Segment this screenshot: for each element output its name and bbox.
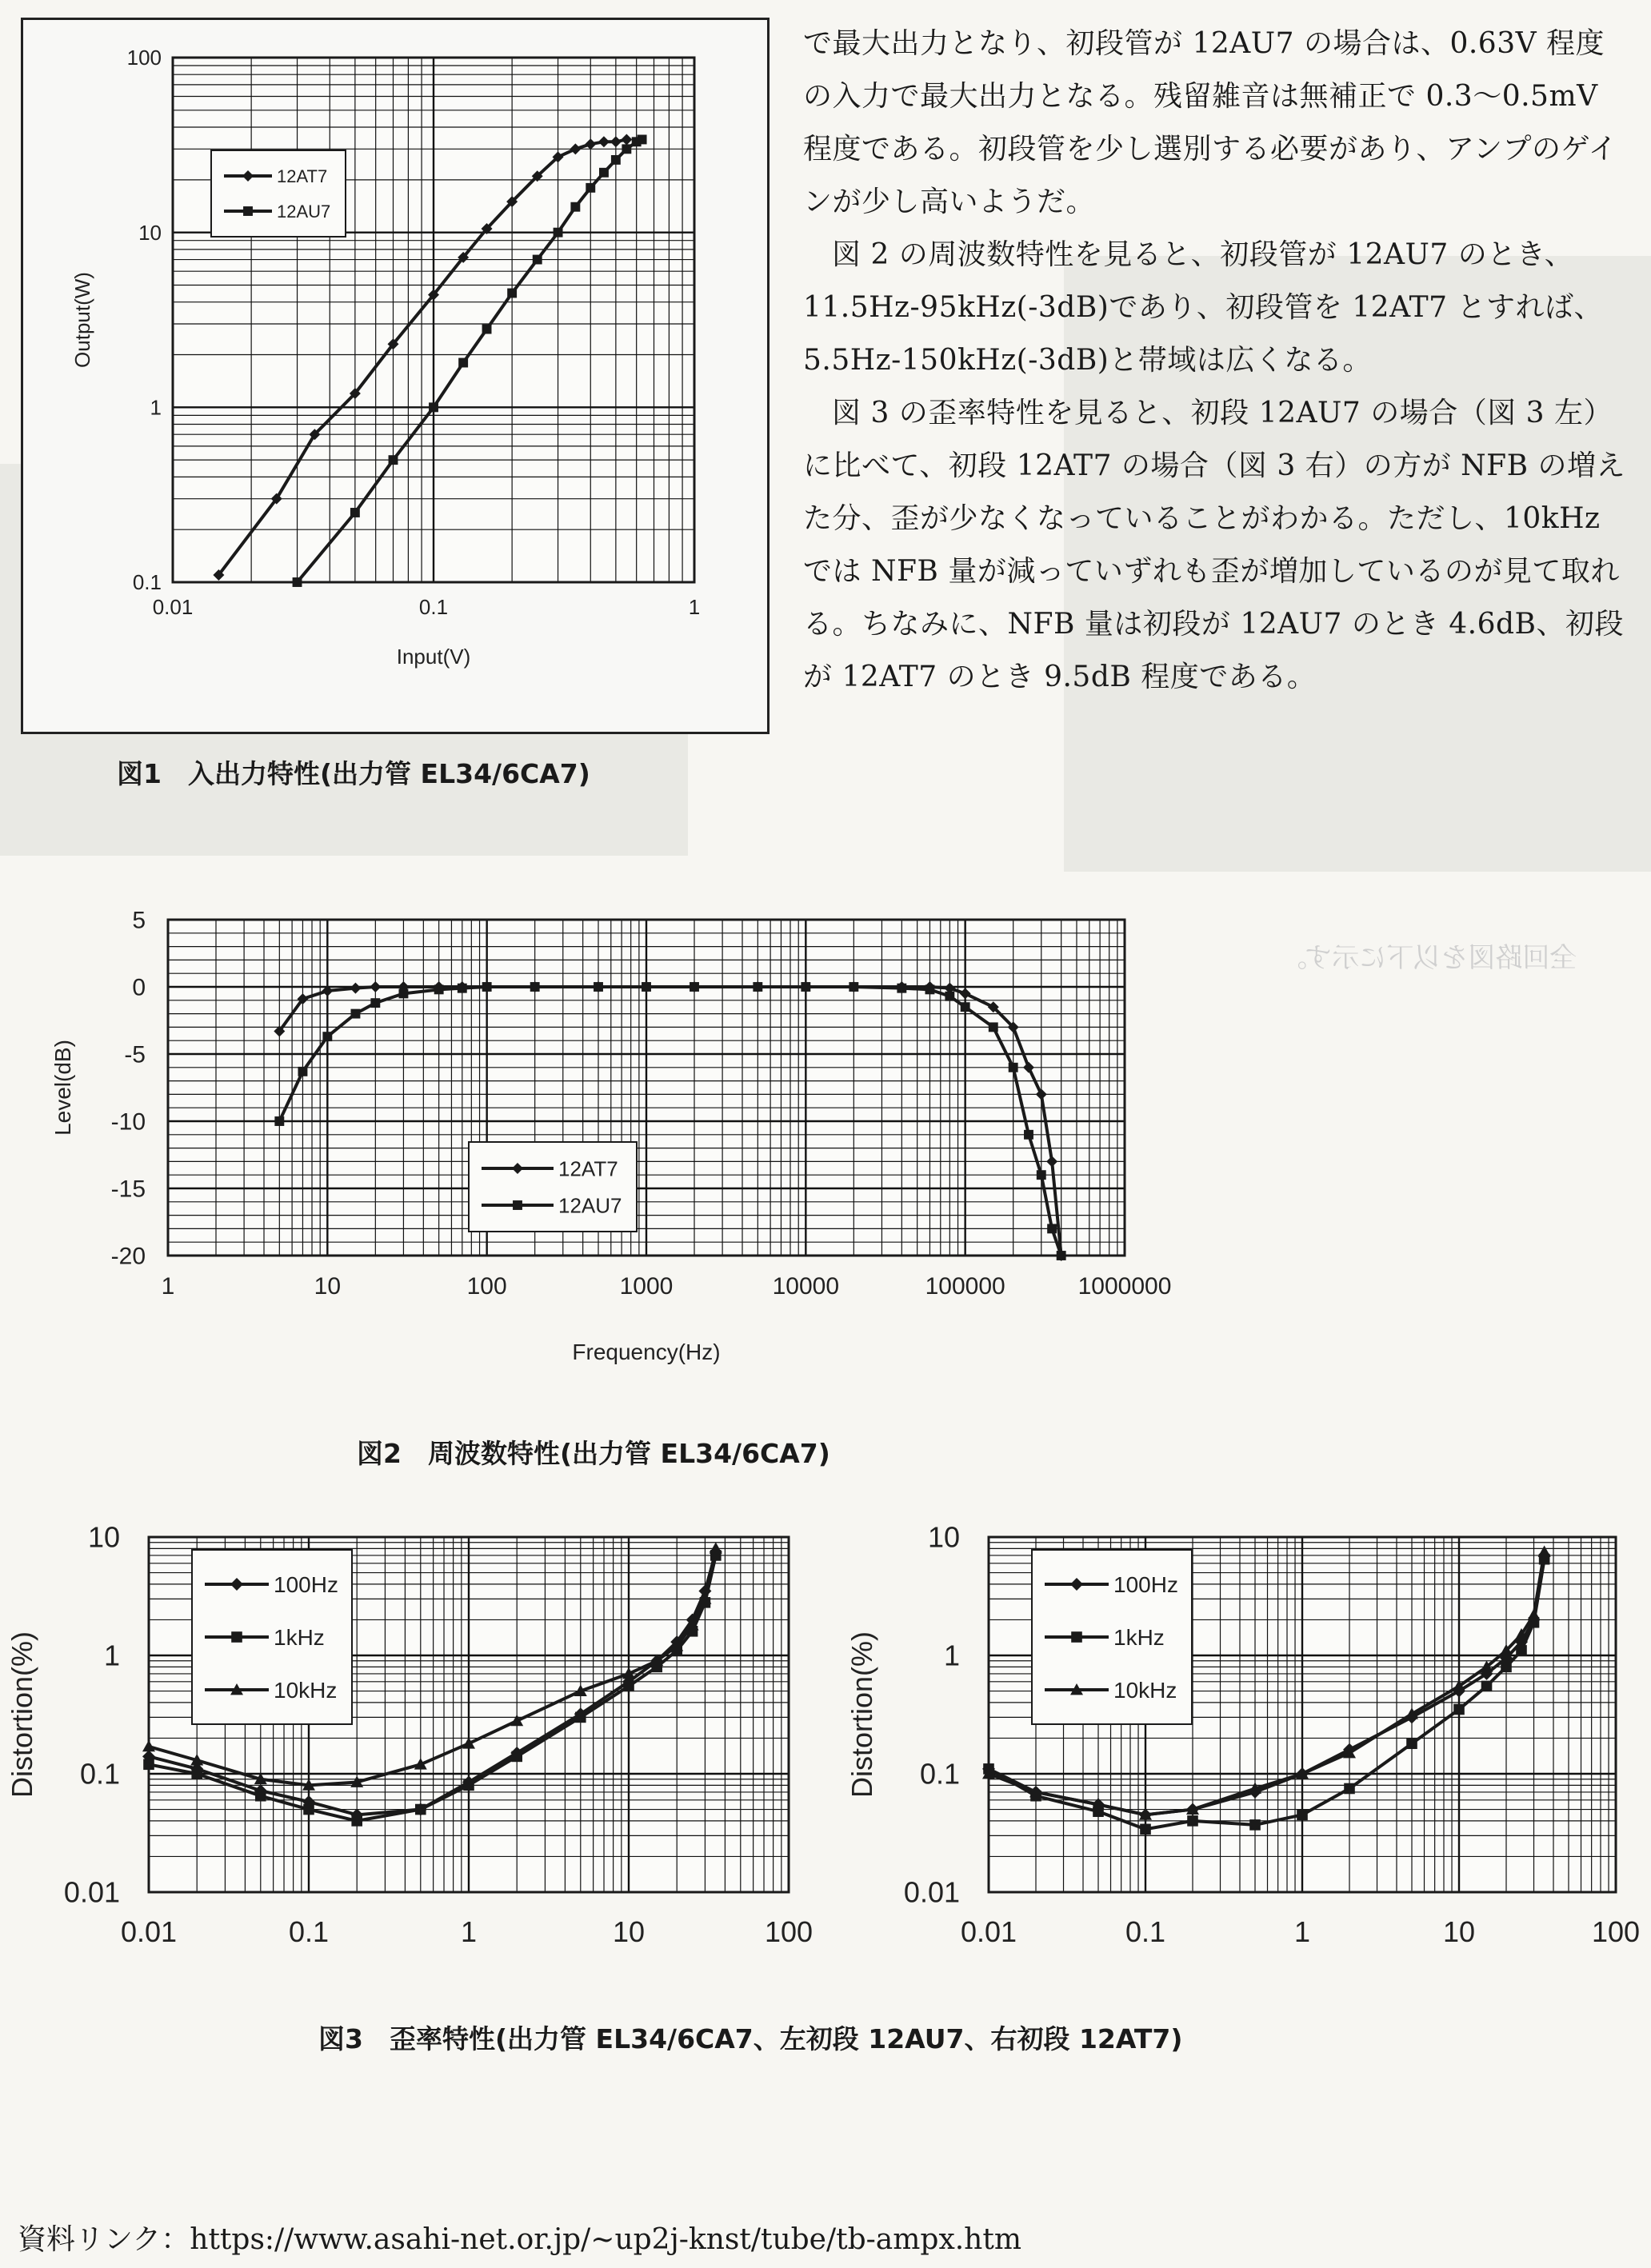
data-point xyxy=(293,577,302,587)
data-point xyxy=(415,1804,426,1815)
data-point xyxy=(1187,1815,1198,1827)
legend xyxy=(192,1550,352,1724)
y-axis-label: Distortion(%) xyxy=(845,1631,878,1799)
data-point xyxy=(554,228,563,238)
legend-marker xyxy=(243,206,253,216)
x-tick-label: 1 xyxy=(460,1915,478,1948)
chart-distortion-12at7 xyxy=(840,1503,1651,1975)
data-point xyxy=(801,982,810,992)
data-point xyxy=(507,289,517,298)
data-point xyxy=(1297,1810,1308,1821)
body-text xyxy=(803,18,1627,704)
x-tick-label: 100 xyxy=(466,1273,507,1300)
data-point xyxy=(389,455,398,465)
y-axis-label: Distortion(%) xyxy=(6,1631,38,1799)
legend-box xyxy=(211,150,346,237)
paragraph-1: で最大出力となり、初段管が 12AU7 の場合は、0.63V 程度の入力で最大出力となる。残留雑音は無補正で 0.3〜0.5mV 程度である。初段管を少し選別する必要があり、アンプのゲインが少し高いようだ。 xyxy=(803,27,1618,218)
data-point xyxy=(1501,1662,1512,1673)
y-tick-label: -20 xyxy=(110,1243,146,1270)
data-point xyxy=(530,982,540,992)
x-tick-label: 0.01 xyxy=(120,1915,178,1948)
data-point xyxy=(1406,1738,1417,1749)
data-point xyxy=(897,984,906,993)
data-point xyxy=(434,984,444,994)
data-point xyxy=(611,155,621,165)
x-tick-label: 100 xyxy=(1591,1915,1641,1948)
data-point xyxy=(1047,1224,1057,1233)
grid-lines xyxy=(168,920,1125,1256)
data-point xyxy=(482,982,492,992)
data-point xyxy=(303,1804,314,1815)
data-point xyxy=(961,1002,970,1012)
x-tick-label: 1 xyxy=(161,1273,175,1300)
data-point xyxy=(1344,1783,1355,1795)
data-point xyxy=(458,984,467,993)
y-axis-label: Output(W) xyxy=(70,272,94,368)
data-point xyxy=(370,998,380,1008)
data-point xyxy=(398,988,408,998)
x-tick-label: 0.01 xyxy=(152,595,194,619)
chart-frequency-response xyxy=(0,896,1200,1392)
data-point xyxy=(753,982,762,992)
data-point xyxy=(1009,1063,1018,1072)
y-tick-label: 0.1 xyxy=(132,570,162,595)
legend-entry: 10kHz xyxy=(274,1678,338,1703)
data-point xyxy=(191,1768,202,1779)
legend-entry: 1kHz xyxy=(274,1625,325,1651)
legend-marker xyxy=(513,1200,522,1210)
x-tick-label: 1000000 xyxy=(1077,1273,1172,1300)
data-point xyxy=(1057,1251,1066,1260)
data-point xyxy=(463,1780,474,1791)
legend-entry: 10kHz xyxy=(1113,1678,1177,1703)
data-point xyxy=(143,1759,154,1770)
y-tick-label: 0.01 xyxy=(63,1875,120,1909)
data-point xyxy=(274,1116,284,1126)
x-tick-label: 100000 xyxy=(925,1273,1005,1300)
data-point xyxy=(642,982,651,992)
y-tick-label: 1 xyxy=(150,395,162,420)
x-tick-label: 10 xyxy=(314,1273,342,1300)
data-point xyxy=(594,982,603,992)
data-point xyxy=(322,1032,332,1041)
x-tick-label: 1 xyxy=(1293,1915,1311,1948)
y-tick-label: 10 xyxy=(927,1520,960,1554)
data-point xyxy=(849,982,858,992)
data-point xyxy=(622,144,631,154)
data-point xyxy=(1481,1681,1493,1692)
y-tick-label: 1 xyxy=(943,1639,960,1672)
data-point xyxy=(638,134,647,144)
data-point xyxy=(482,325,492,334)
legend-entry: 100Hz xyxy=(274,1572,338,1598)
paragraph-2: 図 2 の周波数特性を見ると、初段管が 12AU7 のとき、11.5Hz-95kHz(-3dB)であり、初段管を 12AT7 とすれば、5.5Hz-150kHz(-3dB)と帯域は広くなる。 xyxy=(803,238,1603,377)
chart-distortion-12au7 xyxy=(0,1503,814,1975)
data-point xyxy=(1037,1170,1046,1180)
bleed-through-text: 全回路図を以下に示す。 xyxy=(1280,942,1577,974)
legend-marker xyxy=(1071,1631,1082,1643)
data-point xyxy=(1516,1645,1527,1656)
x-tick-label: 0.1 xyxy=(288,1915,330,1948)
data-point xyxy=(351,1815,362,1827)
y-tick-label: 0.01 xyxy=(903,1875,960,1909)
x-tick-label: 0.1 xyxy=(418,595,449,619)
data-point xyxy=(586,183,595,193)
data-point xyxy=(533,255,542,265)
caption-figure-2: 図2 周波数特性(出力管 EL34/6CA7) xyxy=(357,1438,830,1469)
x-tick-label: 1000 xyxy=(619,1273,674,1300)
data-point xyxy=(429,402,438,412)
y-tick-label: 1 xyxy=(103,1639,120,1672)
data-point xyxy=(575,1712,586,1723)
data-point xyxy=(1453,1704,1465,1715)
data-point xyxy=(350,508,360,517)
x-tick-label: 10 xyxy=(1442,1915,1476,1948)
legend-entry: 100Hz xyxy=(1113,1572,1178,1598)
caption-figure-3: 図3 歪率特性(出力管 EL34/6CA7、左初段 12AU7、右初段 12AT7) xyxy=(318,2023,1183,2054)
legend xyxy=(211,150,346,237)
data-point xyxy=(623,1681,634,1692)
x-tick-label: 10000 xyxy=(772,1273,840,1300)
y-tick-label: 0 xyxy=(132,974,146,1001)
y-tick-label: -5 xyxy=(124,1041,146,1068)
y-tick-label: 10 xyxy=(87,1520,120,1554)
y-tick-label: -15 xyxy=(110,1176,146,1203)
paragraph-3: 図 3 の歪率特性を見ると、初段 12AU7 の場合（図 3 左）に比べて、初段 12AT7 の場合（図 3 右）の方が NFB の増えた分、歪が少なくなっていることがわかる。ただし、10kHz では NFB 量が減っていずれも歪が増加しているのが見て取れる。ちなみに、NFB 量は初段が 12AU7 のとき 4.6dB、初段が 12AT7 のとき 9.5dB 程度である。 xyxy=(803,397,1626,693)
data-point xyxy=(570,202,580,212)
y-tick-label: 0.1 xyxy=(79,1757,120,1791)
legend-marker xyxy=(231,1631,242,1643)
x-tick-label: 10 xyxy=(612,1915,646,1948)
legend-entry: 12AU7 xyxy=(277,201,331,222)
data-point xyxy=(458,358,468,368)
data-point xyxy=(945,992,954,1001)
data-point xyxy=(1024,1130,1033,1140)
y-tick-label: 10 xyxy=(138,220,162,245)
data-point xyxy=(989,1022,998,1032)
data-point xyxy=(511,1751,522,1763)
data-point xyxy=(1140,1824,1151,1835)
reference-link[interactable]: 資料リンク：https://www.asahi-net.or.jp/~up2j-knst/tube/tb-ampx.htm xyxy=(18,2223,1021,2256)
x-axis-label: Frequency(Hz) xyxy=(572,1340,721,1364)
chart-input-output xyxy=(21,18,765,729)
x-tick-label: 1 xyxy=(688,595,701,619)
legend-entry: 12AU7 xyxy=(558,1193,622,1218)
y-tick-label: 0.1 xyxy=(919,1757,960,1791)
y-tick-label: -10 xyxy=(110,1108,146,1136)
x-axis-label: Input(V) xyxy=(396,645,471,669)
y-tick-label: 100 xyxy=(126,46,162,70)
data-point xyxy=(255,1791,266,1802)
caption-figure-1: 図1 入出力特性(出力管 EL34/6CA7) xyxy=(117,758,590,789)
legend-entry: 12AT7 xyxy=(277,166,328,186)
legend xyxy=(469,1142,637,1232)
x-tick-label: 0.1 xyxy=(1125,1915,1166,1948)
data-point xyxy=(350,1009,360,1019)
y-axis-label: Level(dB) xyxy=(50,1040,75,1136)
legend-box xyxy=(469,1142,637,1232)
data-point xyxy=(298,1067,308,1076)
grid-lines xyxy=(173,58,694,582)
legend-entry: 12AT7 xyxy=(558,1156,618,1181)
legend-entry: 1kHz xyxy=(1113,1625,1165,1651)
x-tick-label: 100 xyxy=(764,1915,814,1948)
y-tick-label: 5 xyxy=(132,907,146,934)
data-point xyxy=(925,984,934,994)
legend xyxy=(1032,1550,1192,1724)
data-point xyxy=(599,168,609,178)
data-point xyxy=(690,982,699,992)
data-point xyxy=(1249,1819,1261,1831)
x-tick-label: 0.01 xyxy=(960,1915,1017,1948)
